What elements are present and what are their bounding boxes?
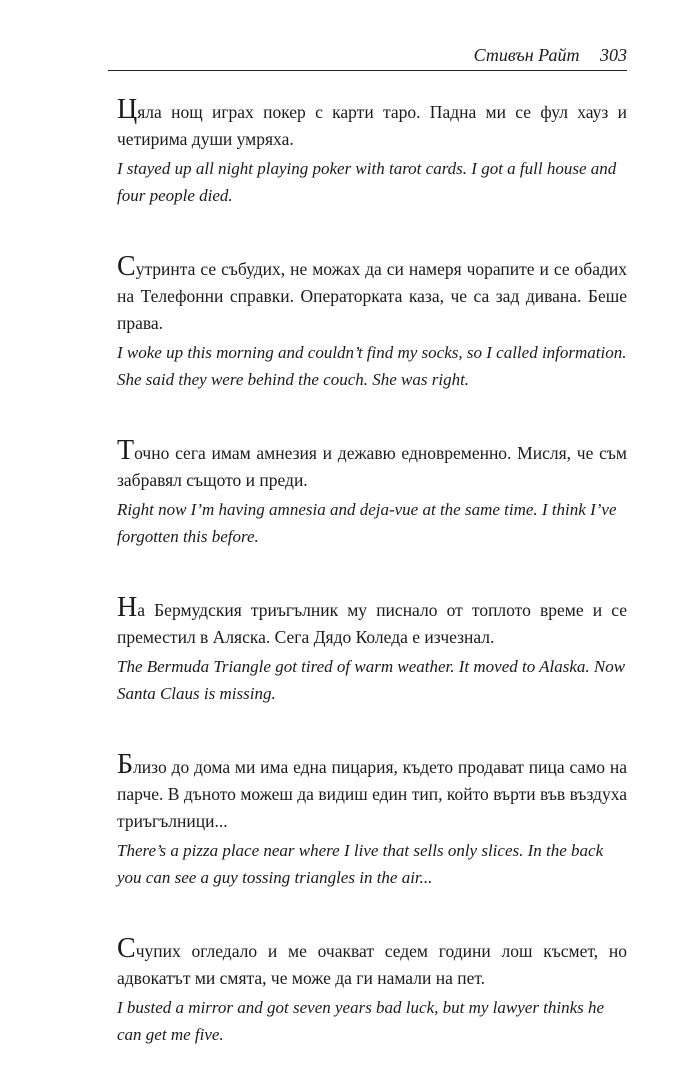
- joke-entry: [117, 594, 627, 707]
- joke-entry: [117, 96, 627, 209]
- english-text: Right now I’m having amnesia and deja-vue at the same time. I think I’ve forgotten this before.: [117, 500, 617, 546]
- bulgarian-text: Сутринта се събудих, не можах да си намеря чорапите и се обадих на Телефонни справки. Операторката каза, че са зад дивана. Беше права.: [117, 251, 627, 333]
- running-head-author: Стивън Райт: [473, 45, 580, 65]
- english-text: I stayed up all night playing poker with tarot cards. I got a full house and four people died.: [117, 159, 617, 205]
- bulgarian-text: Счупих огледало и ме очакват седем години лош късмет, но адвокатът ми смята, че може да ги намали на пет.: [117, 933, 627, 988]
- page-number: 303: [600, 45, 627, 65]
- joke-entry: [117, 751, 627, 891]
- joke-entry: [117, 437, 627, 550]
- bulgarian-text: Цяла нощ играх покер с карти таро. Падна ми се фул хауз и четирима души умряха.: [117, 94, 627, 149]
- joke-list: [117, 96, 627, 1092]
- english-text: I busted a mirror and got seven years bad luck, but my lawyer thinks he can get me five.: [117, 998, 605, 1044]
- joke-entry: [117, 935, 627, 1048]
- bulgarian-text: Близо до дома ми има една пицария, където продават пица само на парче. В дъното можеш да видиш един тип, който върти във въздуха триъгълници...: [117, 749, 627, 831]
- running-head: [108, 40, 627, 71]
- english-text: There’s a pizza place near where I live that sells only slices. In the back you can see a guy tossing triangles in the air...: [117, 841, 604, 887]
- english-text: The Bermuda Triangle got tired of warm weather. It moved to Alaska. Now Santa Claus is missing.: [117, 657, 626, 703]
- bulgarian-text: Точно сега имам амнезия и дежавю едновременно. Мисля, че съм забравял същото и преди.: [117, 435, 627, 490]
- bulgarian-text: На Бермудския триъгълник му писнало от топлото време и се преместил в Аляска. Сега Дядо Коледа е изчезнал.: [117, 592, 627, 647]
- joke-entry: [117, 253, 627, 393]
- english-text: I woke up this morning and couldn’t find my socks, so I called information. She said they were behind the couch. She was right.: [117, 343, 627, 389]
